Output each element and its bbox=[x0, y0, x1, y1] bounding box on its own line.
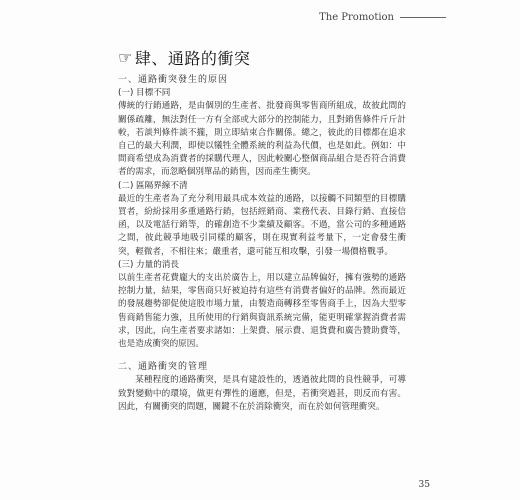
page-number: 35 bbox=[418, 480, 430, 490]
point-title-different-goals: (一) 目標不同 bbox=[118, 88, 171, 99]
paragraph-conflict-management: 某種程度的通路衝突，是具有建設性的，透過彼此間的良性競爭，可導致對變動中的環境，做更有彈性的適應，但是，若衝突過甚，則反而有害。因此，有關衝突的問題，關鍵不在於消除衝突，而在於如何管理衝突。 bbox=[118, 375, 406, 412]
section-title: 肆、通路的衝突 bbox=[134, 49, 251, 68]
section-heading bbox=[118, 46, 250, 69]
paragraph-unclear-boundaries: 最近的生產者為了充分利用最具成本效益的通路，以接觸不同類型的目標購買者，紛紛採用多重通路行銷，包括經銷商、業務代表、目錄行銷、直接信函，以及電話行銷等，的確創造不少業績及顧客。不過，當公司的多種通路之間，彼此競爭地吸引同樣的顧客，則在現實利益考量下，一定會發生衝突，輕微者，不相往來；嚴重者，還可能互相攻擊，引發一場價格戰爭。 bbox=[118, 193, 406, 257]
page-content bbox=[118, 74, 406, 414]
paragraph-different-goals: 傳統的行銷通路，是由個別的生產者、批發商與零售商所組成，故彼此間的關係疏離，無法對任一方有全部或大部分的控制能力，且對銷售條件斤斤計較，若談判條件談不攏，則立即結束合作關係。總之，彼此的目標都在追求自己的最大利潤，即使以犧牲全體系統的利益為代價，也是如此。例如：中間商希望成為消費者的採購代理人，因此較關心整個商品組合是否符合消費者的需求，而忽略個別單品的銷售，因而產生衝突。 bbox=[118, 101, 406, 178]
subsection-title-management: 二、通路衝突的管理 bbox=[118, 362, 209, 373]
subsection-title-causes: 一、通路衝突發生的原因 bbox=[118, 75, 229, 85]
running-header bbox=[319, 12, 446, 23]
point-title-unclear-boundaries: (二) 區隔界線不清 bbox=[118, 180, 188, 191]
point-title-power-shift: (三) 力量的消長 bbox=[118, 259, 179, 270]
running-title: The Promotion bbox=[319, 12, 394, 23]
pointing-hand-icon: ☞ bbox=[118, 48, 133, 67]
header-rule bbox=[400, 17, 446, 18]
spacer bbox=[118, 351, 406, 361]
paragraph-power-shift: 以前生產者花費龐大的支出於廣告上，用以建立品牌偏好，擁有強勢的通路控制力量，結果，零售商只好被迫持有這些有消費者偏好的品牌。然而最近的發展趨勢卻促使這股市場力量，由製造商轉移至零售商手上，因為大型零售商銷售能力強，且所使用的行銷與資訊系統完備，能更明確掌握消費者需求，因此，向生產者要求諸如：上架費、展示費、退貨費和廣告贊助費等，也是造成衝突的原因。 bbox=[118, 273, 406, 350]
